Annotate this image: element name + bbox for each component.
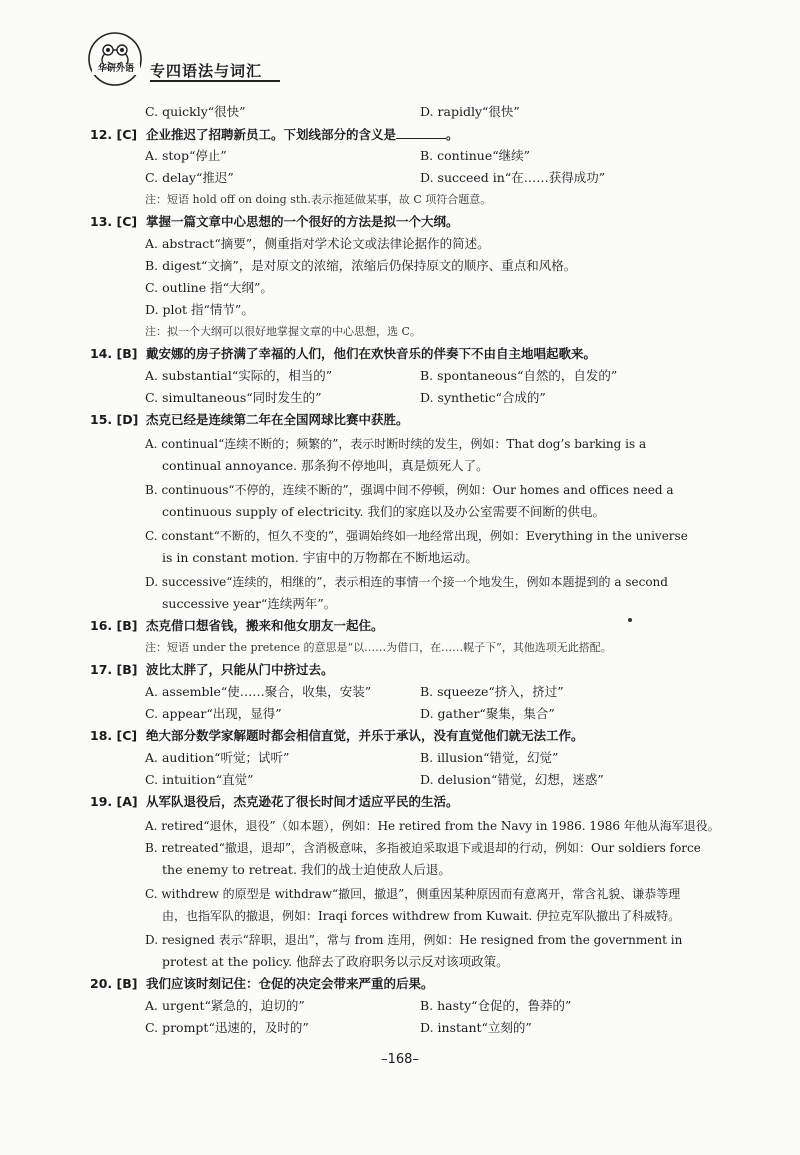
option: B. continue“继续” [420,148,531,163]
option: C. intuition“直觉” [145,772,254,787]
option: A. assemble“使……聚合，收集，安装” [145,684,372,699]
option: D. succeed in“在……获得成功” [420,170,606,185]
option: A. abstract“摘要”，侧重指对学术论文或法律论据作的简述。 [145,236,490,251]
option-continued: successive year“连续两年”。 [162,596,337,611]
question-number: 15. [D] [90,412,139,427]
option: C. simultaneous“同时发生的” [145,390,322,405]
option: D. synthetic“合成的” [420,390,546,405]
question-number: 18. [C] [90,728,138,743]
option: C. constant“不断的，恒久不变的”，强调始终如一地经常出现，例如：Everything in the universe [145,529,688,543]
option: B. illusion“错觉，幻觉” [420,750,559,765]
question-20 [90,976,434,992]
option: D. delusion“错觉，幻想，迷惑” [420,772,604,787]
question-number: 13. [C] [90,214,138,229]
question-number: 19. [A] [90,794,138,809]
stray-dot [628,618,632,622]
option: A. continual“连续不断的；频繁的”，表示时断时续的发生，例如：That dog’s barking is a [145,437,647,451]
question-15 [90,412,409,428]
question-text: 从军队退役后，杰克逊花了很长时间才适应平民的生活。 [146,794,459,809]
option-continued: the enemy to retreat. 我们的战士迫使敌人后退。 [162,862,451,877]
question-19 [90,794,459,810]
question-number: 16. [B] [90,618,138,633]
option: D. rapidly“很快” [420,104,520,119]
question-text: 企业推迟了招聘新员工。下划线部分的含义是 [146,127,397,142]
option-continued: is in constant motion. 宇宙中的万物都在不断地运动。 [162,550,478,565]
option: C. prompt“迅速的，及时的” [145,1020,309,1035]
question-number: 17. [B] [90,662,138,677]
note: 注：短语 under the pretence 的意思是“以……为借口，在……幌子下”，其他选项无此搭配。 [145,641,612,654]
question-16 [90,618,384,634]
question-text: 杰克借口想省钱，搬来和他女朋友一起住。 [146,618,384,633]
question-12: 12. [C] 企业推迟了招聘新员工。下划线部分的含义是 。 [90,127,459,142]
option-continued: 由，也指军队的撤退，例如：Iraqi forces withdrew from Kuwait. 伊拉克军队撤出了科威特。 [162,909,681,923]
option-continued: continuous supply of electricity. 我们的家庭以及办公室需要不间断的供电。 [162,504,605,519]
option: B. continuous“不停的，连续不断的”，强调中间不停顿，例如：Our homes and offices need a [145,483,674,497]
option: B. spontaneous“自然的，自发的” [420,368,618,383]
option: D. instant“立刻的” [420,1020,532,1035]
question-17 [90,662,334,678]
question-text: 戴安娜的房子挤满了幸福的人们，他们在欢快音乐的伴奏下不由自主地唱起歌来。 [146,346,597,361]
option: B. digest“文摘”，是对原文的浓缩，浓缩后仍保持原文的顺序、重点和风格。 [145,258,577,273]
option: D. plot 指“情节”。 [145,302,254,317]
option: B. retreated“撤退，退却”，含消极意味，多指被迫采取退下或退却的行动，例如：Our soldiers force [145,841,701,855]
option: D. gather“聚集，集合” [420,706,555,721]
option: C. quickly“很快” [145,104,246,119]
question-text: 掌握一篇文章中心思想的一个很好的方法是拟一个大纲。 [146,214,459,229]
option: D. successive“连续的，相继的”，表示相连的事情一个接一个地发生，例如本题提到的 a second [145,575,668,589]
note: 注：拟一个大纲可以很好地掌握文章的中心思想，选 C。 [145,325,421,338]
question-text: 绝大部分数学家解题时都会相信直觉，并乐于承认，没有直觉他们就无法工作。 [146,728,584,743]
answer-blank [396,126,446,139]
note: 注：短语 hold off on doing sth.表示拖延做某事，故 C 项符合题意。 [145,193,492,206]
option: A. substantial“实际的，相当的” [145,368,333,383]
option: C. withdrew 的原型是 withdraw“撤回，撤退”，侧重因某种原因而有意离开，常含礼貌、谦恭等理 [145,887,681,901]
question-number: 20. [B] [90,976,138,991]
option: D. resigned 表示“辞职，退出”，常与 from 连用，例如：He resigned from the government in [145,933,683,947]
question-number: 12. [C] [90,127,138,142]
question-13 [90,214,459,230]
option: B. hasty“仓促的，鲁莽的” [420,998,572,1013]
question-number: 14. [B] [90,346,138,361]
option-continued: protest at the policy. 他辞去了政府职务以示反对该项政策。 [162,954,509,969]
option: A. audition“听觉；试听” [145,750,290,765]
option: A. urgent“紧急的，迫切的” [145,998,305,1013]
option: C. delay“推迟” [145,170,234,185]
question-text: 我们应该时刻记住：仓促的决定会带来严重的后果。 [146,976,434,991]
option: C. appear“出现，显得” [145,706,282,721]
option: A. stop“停止” [145,148,227,163]
header-title: 专四语法与词汇 [150,62,263,80]
option: A. retired“退休，退役”（如本题），例如：He retired from the Navy in 1986. 1986 年他从海军退役。 [145,819,720,833]
option-continued: continual annoyance. 那条狗不停地叫，真是烦死人了。 [162,458,489,473]
question-14 [90,346,596,362]
question-18 [90,728,584,744]
logo-text: 华研外语 [92,64,140,75]
question-text: 杰克已经是连续第二年在全国网球比赛中获胜。 [146,412,409,427]
option: B. squeeze“挤入，挤过” [420,684,564,699]
question-text: 波比太胖了，只能从门中挤过去。 [146,662,334,677]
option: C. outline 指“大纲”。 [145,280,273,295]
page-number: –168– [381,1052,419,1067]
